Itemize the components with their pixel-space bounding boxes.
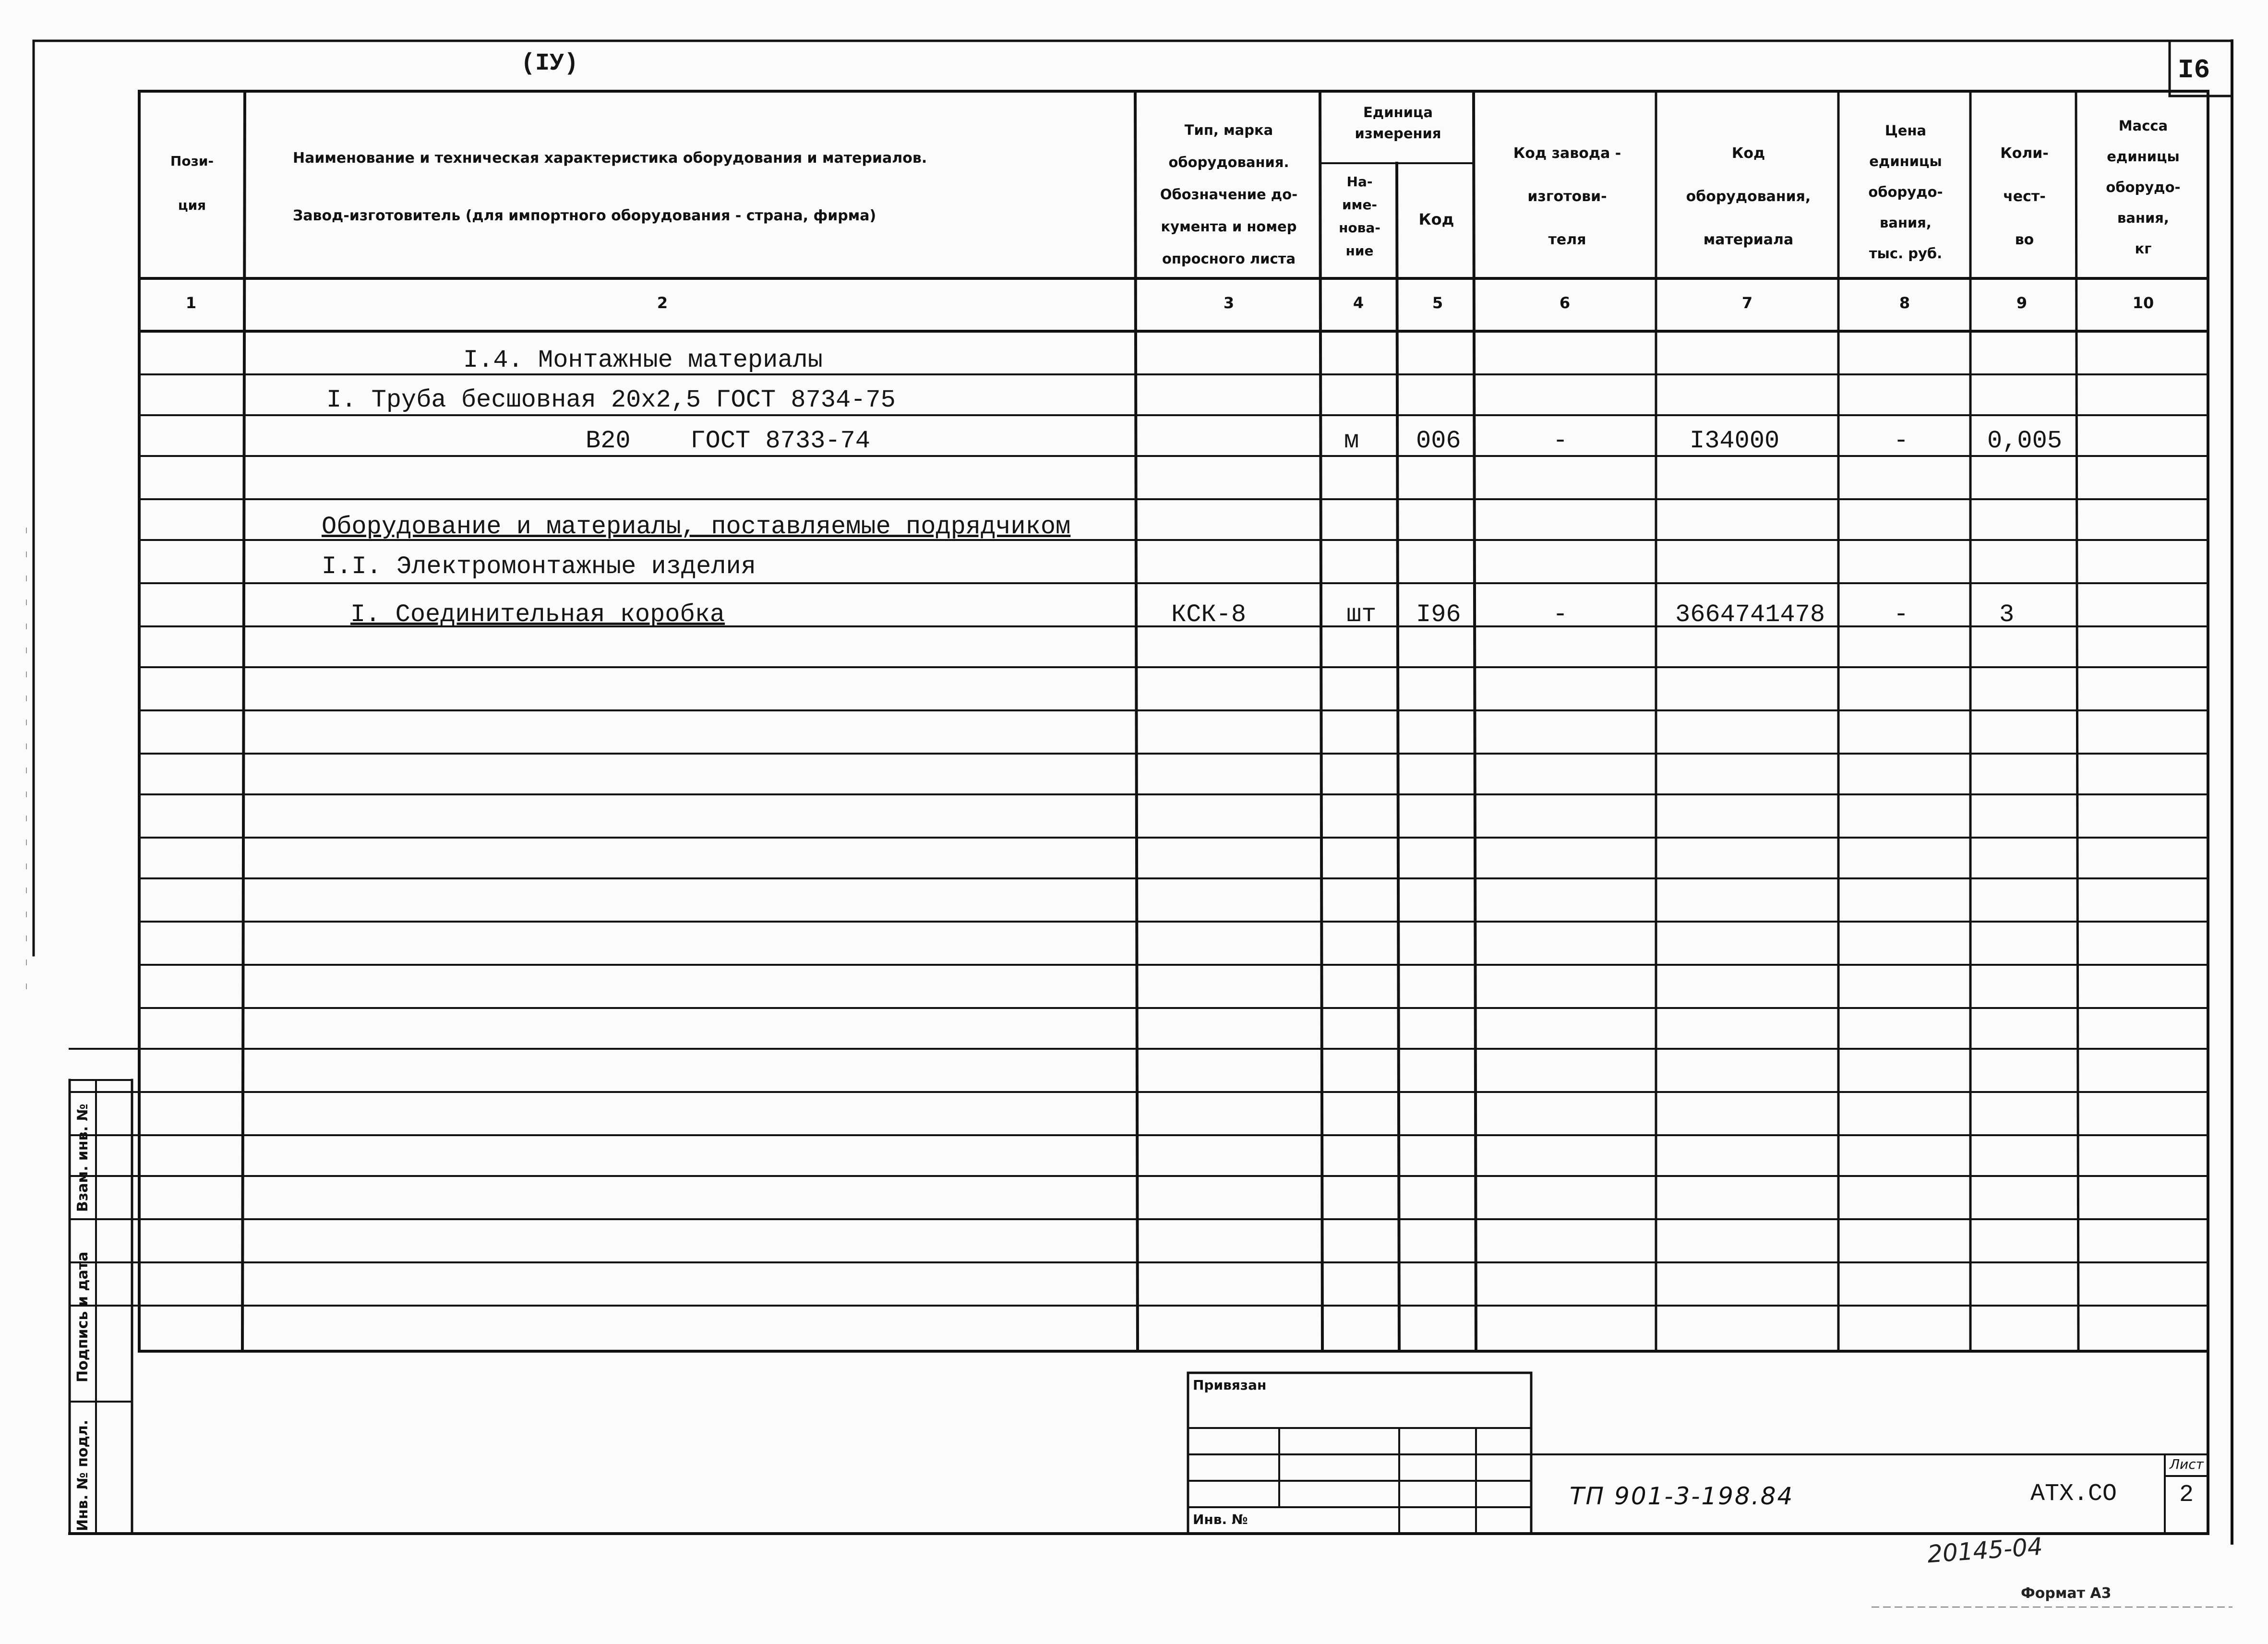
row-item-maker-code: - xyxy=(1553,427,1568,455)
col-num-8: 8 xyxy=(1899,294,1910,312)
format-label: Формат А3 xyxy=(2021,1585,2112,1602)
bound-label: Привязан xyxy=(1193,1377,1267,1393)
stamp-replace-inv: Взам. инв. № xyxy=(74,1104,91,1212)
col-num-10: 10 xyxy=(2132,294,2154,312)
header-name: Наименование и техническая характеристика оборудования и материалов. Завод-изготовитель (для импортного оборудования - страна, фирма) xyxy=(293,150,927,224)
row-contractor-title: Оборудование и материалы, поставляемые подрядчиком xyxy=(322,513,1071,541)
row-group-title: I.I. Электромонтажные изделия xyxy=(322,552,756,581)
sheet-label: Лист xyxy=(2170,1456,2204,1472)
header-unit-code: Код xyxy=(1418,210,1454,228)
row-item-name: I. Соединительная коробка xyxy=(350,600,725,629)
stamp-sign-date: Подпись и дата xyxy=(74,1251,91,1382)
row-item-name: I. Труба бесшовная 20х2,5 ГОСТ 8734-75 xyxy=(326,386,896,414)
col-num-5: 5 xyxy=(1432,294,1443,312)
col-num-7: 7 xyxy=(1741,294,1753,312)
col-num-1: 1 xyxy=(185,294,197,312)
header-maker-code: Код завода - изготови- теля xyxy=(1513,145,1621,248)
row-item-unit: шт xyxy=(1346,600,1377,629)
col-num-9: 9 xyxy=(2016,294,2028,312)
row-item-type: КСК-8 xyxy=(1171,600,1247,629)
handwritten-number: 20145-04 xyxy=(1926,1532,2044,1569)
header-unit-group: Единица измерения xyxy=(1355,104,1441,142)
col-num-4: 4 xyxy=(1353,294,1364,312)
row-item-unit: м xyxy=(1344,427,1359,455)
inv-label: Инв. № xyxy=(1193,1512,1248,1527)
sheet-value: 2 xyxy=(2179,1481,2194,1509)
stamp-inv-no: Инв. № подл. xyxy=(74,1419,91,1531)
row-item-price: - xyxy=(1894,600,1909,629)
header-type: Тип, марка оборудования. Обозначение до- кумента и номер опросного листа xyxy=(1160,122,1298,267)
header-mass: Масса единицы оборудо- вания, кг xyxy=(2106,118,2181,257)
row-item-quantity: 0,005 xyxy=(1987,427,2063,455)
header-unit-name: На- име- нова- ние xyxy=(1339,174,1380,259)
row-item-unit-code: I96 xyxy=(1416,600,1461,629)
col-num-3: 3 xyxy=(1223,294,1235,312)
header-quantity: Коли- чест- во xyxy=(2000,145,2049,248)
row-item-code: I34000 xyxy=(1690,427,1780,455)
row-item-unit-code: 006 xyxy=(1416,427,1461,455)
doc-mark: АТХ.СО xyxy=(2030,1480,2117,1508)
header-item-code: Код оборудования, материала xyxy=(1686,145,1811,248)
row-item-price: - xyxy=(1894,427,1909,455)
row-item-code: 3664741478 xyxy=(1675,600,1825,629)
col-num-2: 2 xyxy=(657,294,668,312)
sheet-number: I6 xyxy=(2178,55,2210,85)
row-item-quantity: 3 xyxy=(1999,600,2015,629)
row-item-spec: В20 ГОСТ 8733-74 xyxy=(586,427,870,455)
sheet-section-label: (IУ) xyxy=(521,50,579,77)
header-position: Пози- ция xyxy=(170,153,214,213)
row-item-maker-code: - xyxy=(1553,600,1568,629)
col-num-6: 6 xyxy=(1559,294,1571,312)
header-price: Цена единицы оборудо- вания, тыс. руб. xyxy=(1868,122,1943,262)
doc-code: ТП 901-3-198.84 xyxy=(1570,1482,1794,1510)
row-section-title: I.4. Монтажные материалы xyxy=(463,346,823,374)
